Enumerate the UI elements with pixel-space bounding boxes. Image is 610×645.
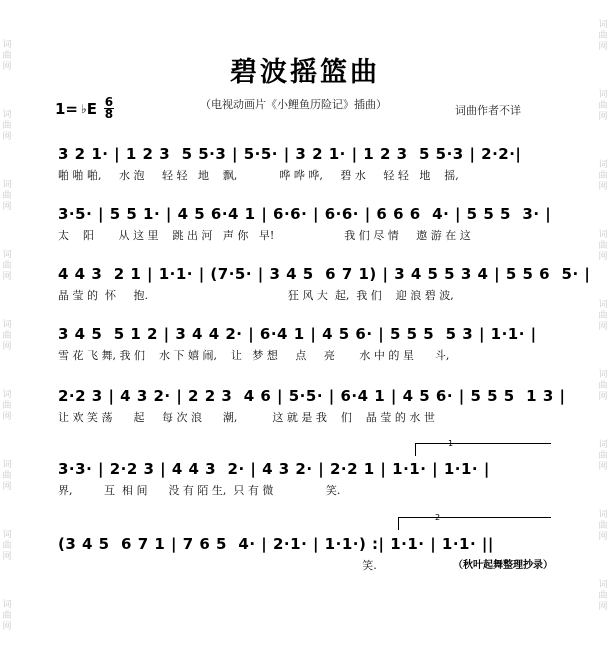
notes: 3 4 5 5 1 2 | 3 4 4 2· | 6·4 1 | 4 5 6· | 5 5 5 5 3 | 1·1· | — [58, 325, 537, 343]
watermark-text: 词曲网 — [2, 320, 12, 352]
watermark-text: 词曲网 — [2, 40, 12, 72]
lyrics: 笑. — [58, 559, 377, 572]
watermark-text: 词曲网 — [598, 370, 608, 402]
watermark-text: 词曲网 — [2, 460, 12, 492]
notes: 2·2 3 | 4 3 2· | 2 2 3 4 6 | 5·5· | 6·4 1 | 4 5 6· | 5 5 5 1 3 | — [58, 387, 566, 405]
notes: 4 4 3 2 1 | 1·1· | (7·5· | 3 4 5 6 7 1) | 3 4 5 5 3 4 | 5 5 6 5· | — [58, 265, 591, 283]
flat-symbol: ♭ — [81, 101, 87, 116]
time-bottom: 8 — [104, 107, 114, 121]
watermark-text: 词曲网 — [598, 160, 608, 192]
credit: 词曲作者不详 — [455, 104, 521, 117]
score-line — [0, 265, 610, 315]
time-top: 6 — [104, 95, 114, 109]
song-title: 碧波摇篮曲 — [230, 57, 380, 88]
subtitle: （电视动画片《小鲤鱼历险记》插曲） — [200, 98, 387, 111]
first-ending-number: 1 — [448, 439, 454, 448]
watermark-text: 词曲网 — [2, 110, 12, 142]
lyrics: 啪 啪 啪, 水 泡 轻 轻 地 飘, 哗 哗 哗, 碧 水 轻 轻 地 摇, — [58, 169, 459, 182]
lyrics: 太 阳 从 这 里 跳 出 河 声 你 早! 我 们 尽 情 遨 游 在 这 — [58, 229, 471, 242]
watermark-text: 词曲网 — [598, 300, 608, 332]
watermark-text: 词曲网 — [2, 250, 12, 282]
notes: 3·3· | 2·2 3 | 4 4 3 2· | 4 3 2· | 2·2 1 | 1·1· | 1·1· | — [58, 460, 490, 478]
time-signature — [104, 97, 114, 120]
key-letter: E — [86, 99, 97, 118]
score-line — [0, 145, 610, 195]
watermark-text: 词曲网 — [2, 390, 12, 422]
watermark-text: 词曲网 — [598, 230, 608, 262]
first-ending-bracket — [415, 443, 551, 456]
watermark-text: 词曲网 — [598, 510, 608, 542]
score-line — [0, 205, 610, 255]
second-ending-number: 2 — [435, 513, 441, 522]
watermark-text: 词曲网 — [2, 180, 12, 212]
watermark-text: 词曲网 — [598, 90, 608, 122]
lyrics: 让 欢 笑 荡 起 每 次 浪 潮, 这 就 是 我 们 晶 莹 的 水 世 — [58, 411, 435, 424]
key-signature — [55, 97, 114, 120]
key-prefix: 1= — [55, 99, 79, 118]
notes: 3·5· | 5 5 1· | 4 5 6·4 1 | 6·6· | 6·6· | 6 6 6 4· | 5 5 5 3· | — [58, 205, 552, 223]
lyrics: 界, 互 相 间 没 有 陌 生, 只 有 微 笑. — [58, 484, 341, 497]
lyrics: 雪 花 飞 舞, 我 们 水 下 嬉 闹, 让 梦 想 点 亮 水 中 的 星 斗, — [58, 349, 450, 362]
notes: 3 2 1· | 1 2 3 5 5·3 | 5·5· | 3 2 1· | 1 2 3 5 5·3 | 2·2·| — [58, 145, 522, 163]
watermark-text: 词曲网 — [598, 440, 608, 472]
lyrics: 晶 莹 的 怀 抱. 狂 风 大 起, 我 们 迎 浪 碧 波, — [58, 289, 454, 302]
watermark-text: 词曲网 — [598, 580, 608, 612]
score-line — [0, 387, 610, 437]
notes: (3 4 5 6 7 1 | 7 6 5 4· | 2·1· | 1·1·) :| 1·1· | 1·1· || — [58, 535, 494, 553]
watermark-text: 词曲网 — [2, 530, 12, 562]
score-line — [0, 460, 610, 510]
source-note: （秋叶起舞整理抄录） — [453, 560, 553, 571]
second-ending-bracket — [398, 517, 551, 530]
score-line — [0, 325, 610, 375]
watermark-text: 词曲网 — [2, 600, 12, 632]
watermark-text: 词曲网 — [598, 20, 608, 52]
